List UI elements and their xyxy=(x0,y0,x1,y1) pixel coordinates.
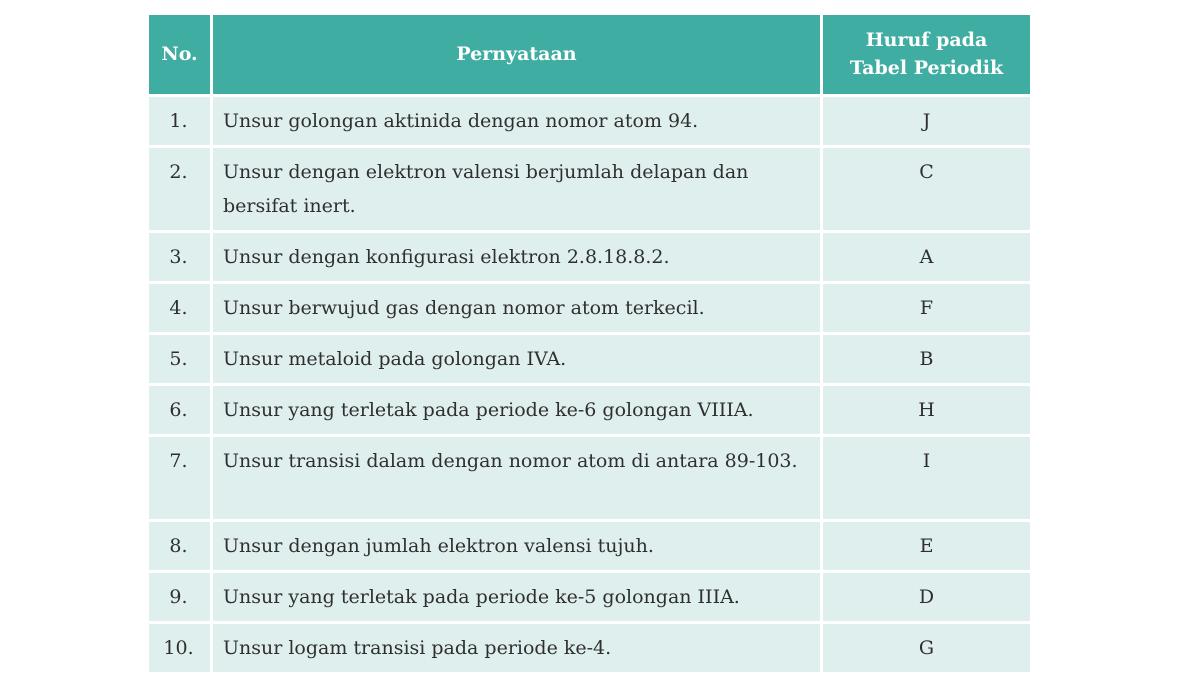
table-row xyxy=(149,281,1030,332)
row-statement: Unsur transisi dalam dengan nomor atom di antara 89-103. xyxy=(213,434,823,519)
row-letter: D xyxy=(823,570,1030,621)
row-letter: E xyxy=(823,519,1030,570)
table-row xyxy=(149,434,1030,519)
row-number: 7. xyxy=(149,434,213,519)
header-huruf-line2: Tabel Periodik xyxy=(849,56,1004,79)
row-number: 10. xyxy=(149,621,213,672)
row-statement: Unsur golongan aktinida dengan nomor atom 94. xyxy=(213,94,823,145)
row-letter: A xyxy=(823,230,1030,281)
row-statement: Unsur dengan konfigurasi elektron 2.8.18.8.2. xyxy=(213,230,823,281)
row-number: 8. xyxy=(149,519,213,570)
row-letter: F xyxy=(823,281,1030,332)
row-statement: Unsur logam transisi pada periode ke-4. xyxy=(213,621,823,672)
row-letter: J xyxy=(823,94,1030,145)
row-letter: G xyxy=(823,621,1030,672)
table-row xyxy=(149,383,1030,434)
table-row xyxy=(149,94,1030,145)
header-huruf-line1: Huruf pada xyxy=(865,28,988,51)
row-number: 5. xyxy=(149,332,213,383)
row-statement: Unsur metaloid pada golongan IVA. xyxy=(213,332,823,383)
row-number: 3. xyxy=(149,230,213,281)
table-row xyxy=(149,570,1030,621)
table-header-row xyxy=(149,15,1030,94)
row-statement: Unsur yang terletak pada periode ke-5 golongan IIIA. xyxy=(213,570,823,621)
row-number: 9. xyxy=(149,570,213,621)
row-statement: Unsur dengan jumlah elektron valensi tujuh. xyxy=(213,519,823,570)
row-number: 6. xyxy=(149,383,213,434)
periodic-table-exercise xyxy=(149,15,1030,672)
row-number: 4. xyxy=(149,281,213,332)
header-no: No. xyxy=(149,15,213,94)
row-number: 2. xyxy=(149,145,213,230)
row-letter: I xyxy=(823,434,1030,519)
row-letter: H xyxy=(823,383,1030,434)
row-number: 1. xyxy=(149,94,213,145)
table-row xyxy=(149,519,1030,570)
table-row xyxy=(149,145,1030,230)
row-statement: Unsur yang terletak pada periode ke-6 golongan VIIIA. xyxy=(213,383,823,434)
row-statement: Unsur dengan elektron valensi berjumlah delapan dan bersifat inert. xyxy=(213,145,823,230)
header-pernyataan: Pernyataan xyxy=(213,15,823,94)
header-huruf xyxy=(823,15,1030,94)
row-letter: B xyxy=(823,332,1030,383)
row-letter: C xyxy=(823,145,1030,230)
row-statement: Unsur berwujud gas dengan nomor atom terkecil. xyxy=(213,281,823,332)
table-row xyxy=(149,332,1030,383)
table-row xyxy=(149,230,1030,281)
table-row xyxy=(149,621,1030,672)
